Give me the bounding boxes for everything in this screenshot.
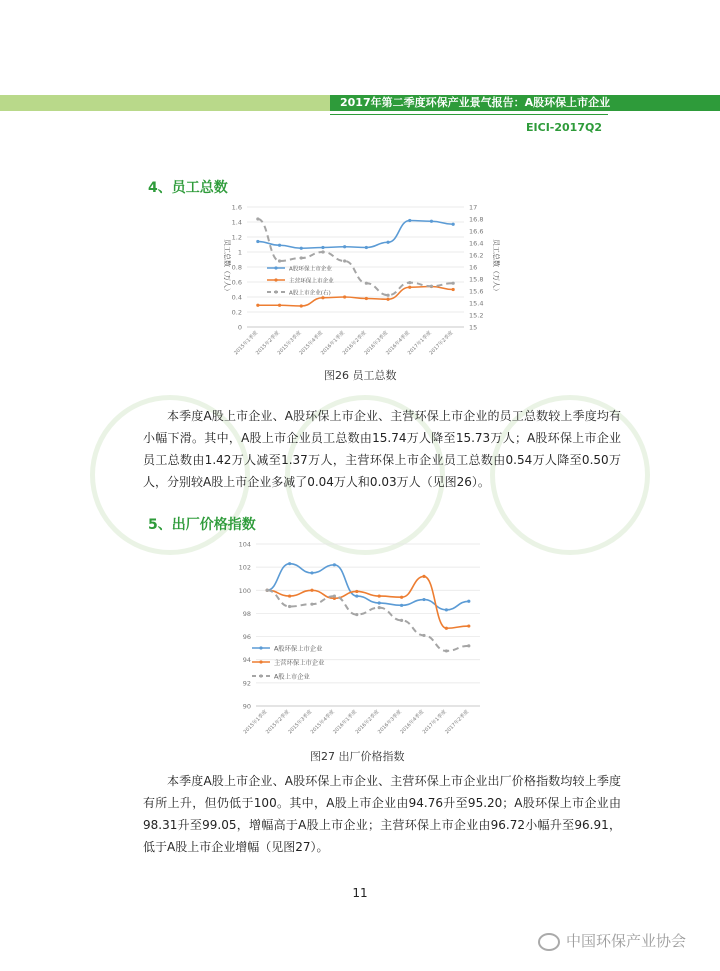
data-point xyxy=(430,285,433,288)
y-tick-label: 1.4 xyxy=(231,218,242,227)
data-point xyxy=(355,594,358,597)
section-heading-price-index: 5、出厂价格指数 xyxy=(148,517,256,533)
data-point xyxy=(343,295,346,298)
series-line xyxy=(258,287,453,307)
x-tick-label: 2016年3季度 xyxy=(376,709,404,736)
wechat-watermark xyxy=(538,930,686,951)
data-point xyxy=(408,286,411,289)
y-tick-label: 92 xyxy=(242,679,251,688)
y-tick-label: 102 xyxy=(238,563,251,572)
data-point xyxy=(400,596,403,599)
data-point xyxy=(310,571,313,574)
legend-label: 主营环保上市企业 xyxy=(274,659,325,667)
data-point xyxy=(365,297,368,300)
y-tick-label: 0 xyxy=(237,323,242,332)
legend-marker xyxy=(259,660,262,663)
y2-tick-label: 16.6 xyxy=(469,227,484,236)
legend-marker xyxy=(274,266,277,269)
data-point xyxy=(278,304,281,307)
data-point xyxy=(365,282,368,285)
x-tick-label: 2016年1季度 xyxy=(319,330,347,357)
data-point xyxy=(365,246,368,249)
y-tick-label: 1.2 xyxy=(231,233,242,242)
x-tick-label: 2015年2季度 xyxy=(264,709,292,736)
data-point xyxy=(378,594,381,597)
data-point xyxy=(321,250,324,253)
header-band-light xyxy=(0,95,330,111)
y2-axis-title: 员工总数（万人） xyxy=(492,239,500,295)
data-point xyxy=(400,604,403,607)
y-axis-title: 员工总数（万人） xyxy=(223,239,231,295)
data-point xyxy=(300,304,303,307)
data-point xyxy=(310,603,313,606)
series-line xyxy=(267,576,469,628)
data-point xyxy=(378,601,381,604)
data-point xyxy=(445,649,448,652)
report-code: EICI-2017Q2 xyxy=(526,121,602,134)
y-tick-label: 0.4 xyxy=(231,293,242,302)
y2-tick-label: 16.2 xyxy=(469,251,484,260)
y2-tick-label: 16 xyxy=(469,263,478,272)
x-tick-label: 2016年2季度 xyxy=(354,709,381,736)
figure-caption-26: 图26 员工总数 xyxy=(324,369,397,382)
data-point xyxy=(355,590,358,593)
data-point xyxy=(378,606,381,609)
data-point xyxy=(422,575,425,578)
y-tick-label: 0.8 xyxy=(231,263,242,272)
data-point xyxy=(386,298,389,301)
data-point xyxy=(467,624,470,627)
data-point xyxy=(408,219,411,222)
data-point xyxy=(386,294,389,297)
x-tick-label: 2016年2季度 xyxy=(341,330,368,357)
data-point xyxy=(355,613,358,616)
x-tick-label: 2016年4季度 xyxy=(399,709,426,736)
y-tick-label: 100 xyxy=(238,586,251,595)
data-point xyxy=(452,282,455,285)
report-title: 2017年第二季度环保产业景气报告：A股环保上市企业 xyxy=(340,96,611,109)
data-point xyxy=(288,562,291,565)
y-tick-label: 96 xyxy=(242,633,251,642)
data-point xyxy=(288,594,291,597)
header-divider xyxy=(330,114,608,115)
data-point xyxy=(343,259,346,262)
x-tick-label: 2016年4季度 xyxy=(385,330,412,357)
data-point xyxy=(452,223,455,226)
data-point xyxy=(278,244,281,247)
y-tick-label: 104 xyxy=(238,540,251,549)
y2-tick-label: 17 xyxy=(469,203,478,212)
x-tick-label: 2015年4季度 xyxy=(298,330,325,357)
wechat-icon xyxy=(538,933,560,951)
employee-count-chart xyxy=(212,200,512,380)
figure-caption-27: 图27 出厂价格指数 xyxy=(310,750,405,763)
x-tick-label: 2017年2季度 xyxy=(428,330,455,357)
y-tick-label: 0.2 xyxy=(231,308,242,317)
y2-tick-label: 15.8 xyxy=(469,275,484,284)
data-point xyxy=(321,296,324,299)
legend-label: A股上市企业 xyxy=(274,673,310,681)
data-point xyxy=(422,598,425,601)
y-tick-label: 98 xyxy=(242,609,251,618)
data-point xyxy=(430,220,433,223)
data-point xyxy=(452,288,455,291)
legend-label: A股上市企业(右) xyxy=(289,290,331,297)
legend-marker xyxy=(274,278,277,281)
data-point xyxy=(310,589,313,592)
y2-tick-label: 16.8 xyxy=(469,215,484,224)
data-point xyxy=(266,589,269,592)
legend-label: A股环保上市企业 xyxy=(289,266,332,273)
data-point xyxy=(256,217,259,220)
x-tick-label: 2015年1季度 xyxy=(233,330,260,357)
data-point xyxy=(467,600,470,603)
x-tick-label: 2016年1季度 xyxy=(332,709,359,736)
data-point xyxy=(333,563,336,566)
data-point xyxy=(343,245,346,248)
series-line xyxy=(258,221,453,249)
data-point xyxy=(400,619,403,622)
y-tick-label: 94 xyxy=(242,656,251,665)
x-tick-label: 2015年3季度 xyxy=(276,330,303,357)
page-number: 11 xyxy=(352,886,368,900)
data-point xyxy=(445,608,448,611)
data-point xyxy=(300,256,303,259)
y2-tick-label: 15.6 xyxy=(469,287,484,296)
data-point xyxy=(333,594,336,597)
data-point xyxy=(422,634,425,637)
data-point xyxy=(467,644,470,647)
data-point xyxy=(386,241,389,244)
data-point xyxy=(288,605,291,608)
y2-tick-label: 16.4 xyxy=(469,239,484,248)
y-tick-label: 0.6 xyxy=(231,278,242,287)
paragraph-price-index: 本季度A股上市企业、A股环保上市企业、主营环保上市企业出厂价格指数均较上季度有所上升，但仍低于100。其中，A股上市企业由94.76升至95.20；A股环保上市企业由98.31升至99.05，增幅高于A股上市企业；主营环保上市企业由96.72小幅升至96.91，低于A股上市企业增幅（见图27）。 xyxy=(143,774,621,854)
data-point xyxy=(300,247,303,250)
x-tick-label: 2015年3季度 xyxy=(287,709,314,736)
y2-tick-label: 15.2 xyxy=(469,311,484,320)
data-point xyxy=(256,240,259,243)
x-tick-label: 2016年3季度 xyxy=(363,330,390,357)
data-point xyxy=(256,304,259,307)
legend-marker xyxy=(259,646,262,649)
wechat-account-name: 中国环保产业协会 xyxy=(565,932,686,950)
x-tick-label: 2017年1季度 xyxy=(421,709,448,736)
data-point xyxy=(445,627,448,630)
series-line xyxy=(267,564,469,610)
data-point xyxy=(278,259,281,262)
price-index-chart xyxy=(230,538,500,738)
y-tick-label: 1.6 xyxy=(231,203,242,212)
y2-tick-label: 15 xyxy=(469,323,478,332)
x-tick-label: 2017年1季度 xyxy=(406,330,433,357)
section-heading-employees: 4、员工总数 xyxy=(148,180,228,196)
y2-tick-label: 15.4 xyxy=(469,299,484,308)
y-tick-label: 1 xyxy=(237,248,242,257)
data-point xyxy=(321,246,324,249)
x-tick-label: 2017年2季度 xyxy=(444,709,471,736)
legend-label: 主营环保上市企业 xyxy=(289,278,334,285)
series-line xyxy=(258,219,453,295)
x-tick-label: 2015年2季度 xyxy=(254,330,281,357)
y-tick-label: 90 xyxy=(242,702,251,711)
legend-label: A股环保上市企业 xyxy=(274,645,323,653)
x-tick-label: 2015年1季度 xyxy=(242,709,269,736)
legend-marker xyxy=(274,290,277,293)
data-point xyxy=(408,281,411,284)
paragraph-employees: 本季度A股上市企业、A股环保上市企业、主营环保上市企业的员工总数较上季度均有小幅下滑。其中，A股上市企业员工总数由15.74万人降至15.73万人；A股环保上市企业员工总数由1.42万人减至1.37万人，主营环保上市企业员工总数由0.54万人降至0.50万人，分别较A股上市企业多减了0.04万人和0.03万人（见图26）。 xyxy=(143,409,621,489)
legend-marker xyxy=(259,674,262,677)
x-tick-label: 2015年4季度 xyxy=(309,709,336,736)
